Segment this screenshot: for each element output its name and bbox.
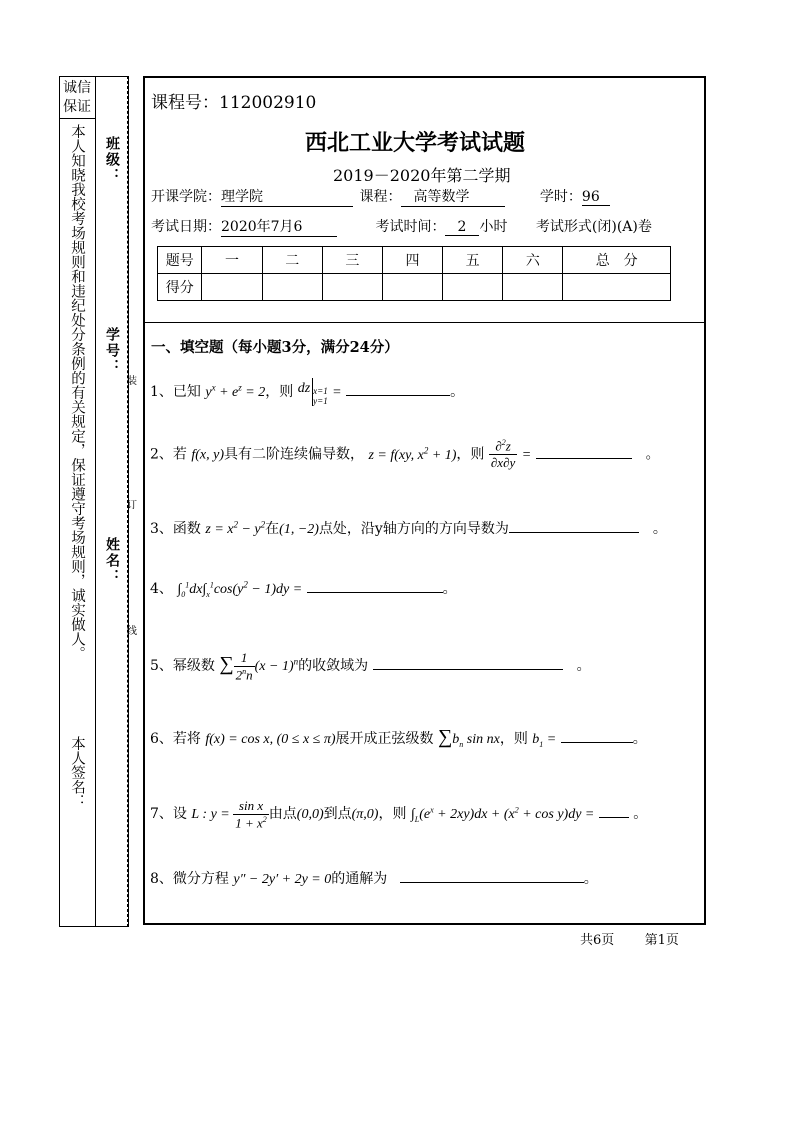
course-number-value: 112002910 bbox=[219, 93, 317, 113]
answer-blank-1[interactable] bbox=[346, 381, 450, 396]
score-cell[interactable] bbox=[322, 274, 382, 301]
date-value: 2020年7月6 bbox=[221, 216, 337, 237]
score-table-header-label: 题号 bbox=[158, 247, 202, 274]
score-cell[interactable] bbox=[382, 274, 442, 301]
answer-blank-7[interactable] bbox=[599, 803, 629, 818]
date-row bbox=[151, 216, 652, 237]
score-col-1: 一 bbox=[202, 247, 262, 274]
q3-function: $z = x^2 - y^2$ bbox=[205, 519, 266, 537]
score-cell[interactable] bbox=[563, 274, 671, 301]
college-label: 开课学院： bbox=[151, 189, 221, 205]
header-separator bbox=[143, 322, 706, 323]
binding-mark-zhuang: 装 bbox=[127, 376, 137, 387]
answer-blank-8[interactable] bbox=[400, 868, 584, 883]
score-table bbox=[157, 246, 671, 301]
score-col-2: 二 bbox=[262, 247, 322, 274]
hours-value: 96 bbox=[582, 189, 610, 206]
q2-derivative: $\frac{\partial^2z}{\partial x\partial y}$ bbox=[490, 438, 516, 471]
question-3: 3、函数 $z = x^2 - y^2$在(1, −2)点处，沿y轴方向的方向导数为 。 bbox=[150, 519, 667, 537]
binding-mark-xian: 线 bbox=[127, 626, 137, 637]
course-number-label: 课程号： bbox=[151, 93, 219, 113]
answer-blank-6[interactable] bbox=[561, 728, 633, 743]
score-col-4: 四 bbox=[382, 247, 442, 274]
q7-curve: L : y = $\frac{\text{sin x}}{1 + x^2}$ bbox=[191, 798, 267, 831]
q4-integral: $\int_0^1dx\int_x^1\cos(y^2 - 1)dy$ = bbox=[177, 579, 303, 599]
honesty-title: 诚信保证 bbox=[63, 80, 91, 115]
answer-blank-4[interactable] bbox=[307, 578, 443, 593]
course-value: 高等数学 bbox=[401, 186, 505, 207]
question-2: 2、若 f(x, y)具有二阶连续偏导数， z = f(xy, $x^2 + 1$)，则 $\frac{\partial^2z}{\partial x\partial y}$ = 。 bbox=[150, 438, 660, 471]
sidebar-divider bbox=[95, 76, 96, 927]
q2-equation: z = f(xy, $x^2 + 1$) bbox=[368, 445, 457, 463]
score-cell[interactable] bbox=[202, 274, 262, 301]
section-title: 一、填空题（每小题3分，满分24分） bbox=[151, 339, 399, 356]
score-col-3: 三 bbox=[322, 247, 382, 274]
q2-function: f(x, y) bbox=[191, 447, 225, 463]
total-pages: 共6页 bbox=[580, 933, 615, 948]
signature-label: 本人签名： bbox=[69, 736, 85, 809]
score-table-header-row bbox=[158, 247, 671, 274]
current-page: 第1页 bbox=[644, 933, 679, 948]
question-1: 1、已知 $y^x + e^z = 2$，则 dz x=1 y=1 = 。 bbox=[150, 378, 464, 406]
name-label: 姓名： bbox=[104, 537, 120, 585]
duration-unit: 小时 bbox=[479, 219, 508, 235]
course-label: 课程： bbox=[359, 189, 402, 205]
q8-equation: y″ − 2y′ + 2y = 0 bbox=[233, 872, 332, 887]
exam-title: 西北工业大学考试试题 bbox=[305, 130, 526, 156]
q7-integral: $\int_L(e^x + 2xy)dx + (x^2 + \cos y)dy$ = bbox=[410, 805, 595, 824]
honesty-text: 本人知晓我校考场规则和违纪处分条例的有关规定，保证遵守考场规则，诚实做人。 bbox=[69, 124, 85, 661]
q3-point: (1, −2) bbox=[279, 522, 319, 537]
binding-mark-ding: 订 bbox=[127, 500, 137, 511]
question-8: 8、微分方程 y″ − 2y′ + 2y = 0的通解为 。 bbox=[150, 868, 598, 888]
q1-expression: dz x=1 y=1 bbox=[298, 378, 328, 406]
score-col-5: 五 bbox=[443, 247, 503, 274]
q5-series: ∑ $\frac{1}{2^nn}$ $(x - 1)^n$ bbox=[219, 650, 299, 683]
q6-series: $\sum b_n$ sin nx bbox=[438, 726, 500, 749]
answer-blank-5[interactable] bbox=[373, 655, 563, 670]
question-5: 5、幂级数 ∑ $\frac{1}{2^nn}$ $(x - 1)^n$的收敛域为 。 bbox=[150, 650, 591, 683]
q6-function: f(x) = cos x, (0 ≤ x ≤ π) bbox=[205, 732, 336, 747]
answer-blank-3[interactable] bbox=[509, 518, 639, 533]
score-table-score-label: 得分 bbox=[158, 274, 202, 301]
class-label: 班级： bbox=[104, 136, 120, 184]
student-id-label: 学号： bbox=[104, 327, 120, 375]
duration-label: 考试时间： bbox=[375, 219, 446, 235]
semester: 2019－2020年第二学期 bbox=[333, 166, 511, 185]
exam-form: 考试形式(闭)(A)卷 bbox=[535, 219, 652, 235]
hours-label: 学时： bbox=[539, 189, 582, 205]
score-col-6: 六 bbox=[503, 247, 563, 274]
score-cell[interactable] bbox=[443, 274, 503, 301]
answer-blank-2[interactable] bbox=[536, 444, 632, 459]
question-7: 7、设 L : y = $\frac{\text{sin x}}{1 + x^2}$ 由点(0,0)到点(π,0)，则 $\int_L(e^x + 2xy)dx + (x^2 + \cos y)dy$ = 。 bbox=[150, 798, 648, 831]
college-value: 理学院 bbox=[221, 186, 353, 207]
score-cell[interactable] bbox=[503, 274, 563, 301]
page-footer bbox=[580, 929, 679, 948]
score-col-total: 总 分 bbox=[563, 247, 671, 274]
date-label: 考试日期： bbox=[151, 219, 221, 235]
score-cell[interactable] bbox=[262, 274, 322, 301]
course-number bbox=[151, 88, 316, 113]
score-table-score-row bbox=[158, 274, 671, 301]
question-6: 6、若将 f(x) = cos x, (0 ≤ x ≤ π)展开成正弦级数 $\sum b_n$ sin nx，则 $b_1$ = 。 bbox=[150, 726, 647, 749]
question-4: 4、 $\int_0^1dx\int_x^1\cos(y^2 - 1)dy$ = 。 bbox=[150, 579, 457, 599]
duration-value: 2 bbox=[445, 219, 479, 236]
q1-equation: $y^x + e^z = 2$ bbox=[205, 382, 266, 400]
college-row bbox=[151, 186, 610, 207]
